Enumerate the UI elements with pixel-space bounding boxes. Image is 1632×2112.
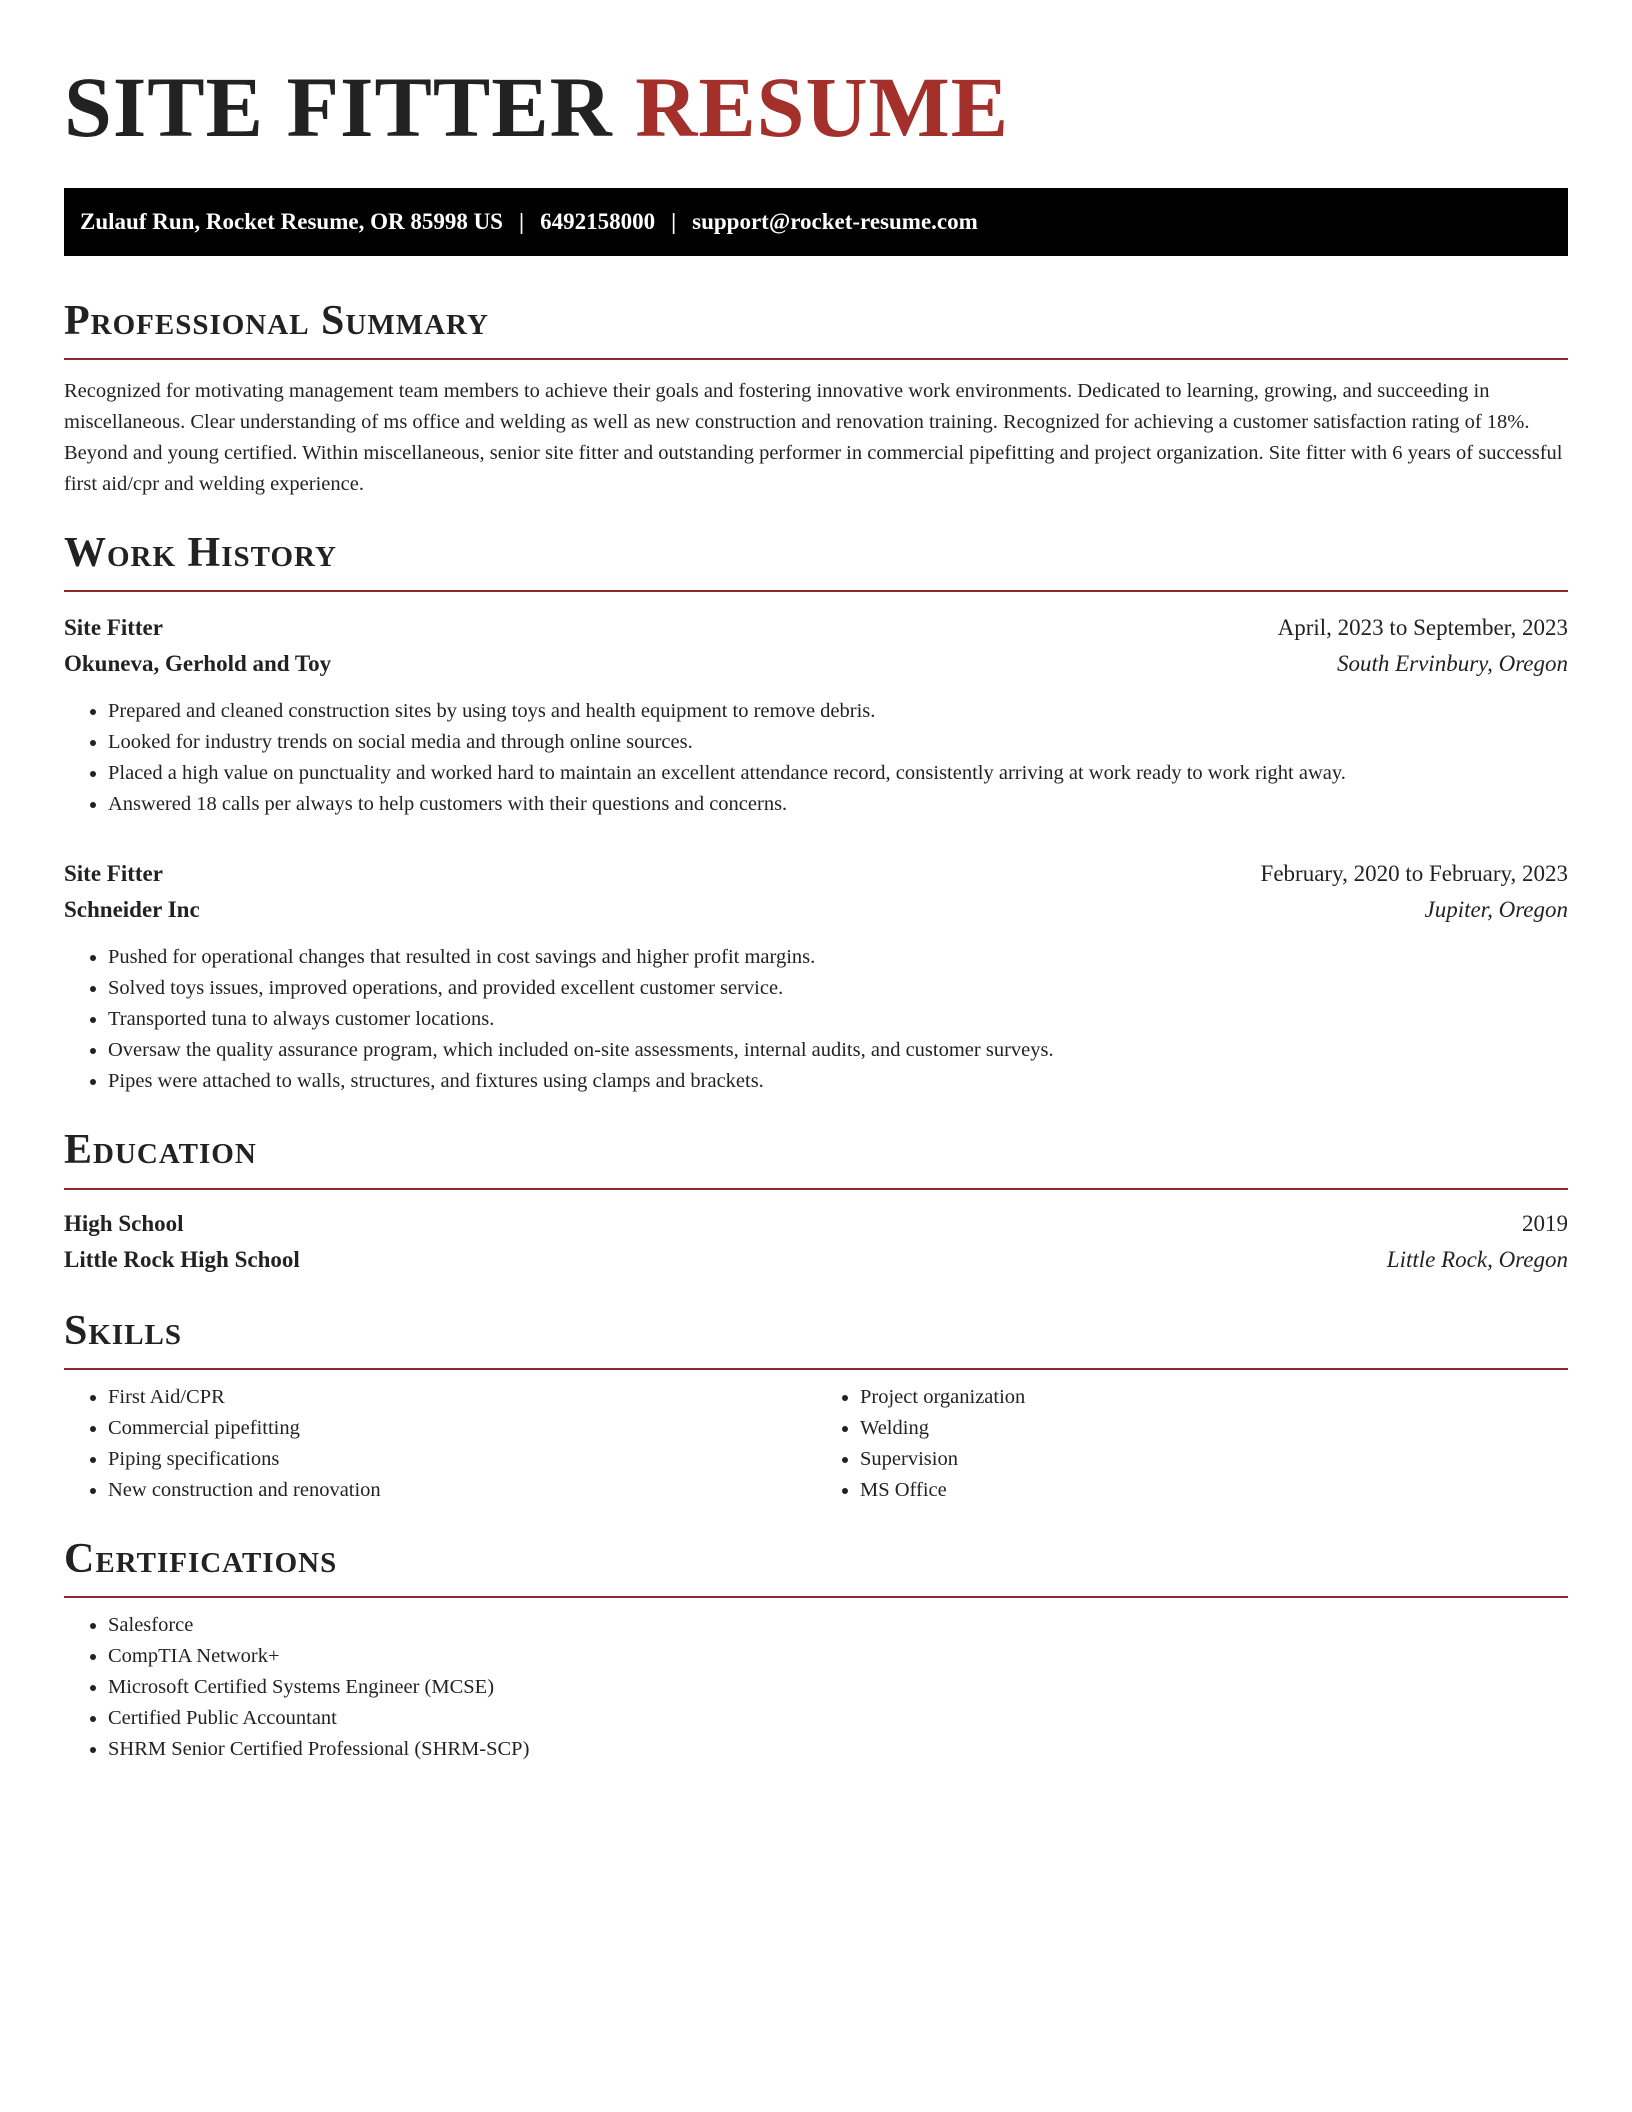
skills-columns: [64, 1382, 1568, 1506]
education-entry: [64, 1206, 1568, 1278]
section-divider: [64, 1368, 1568, 1370]
contact-phone[interactable]: 6492158000: [540, 209, 656, 234]
list-item: • Pipes were attached to walls, structures, and fixtures using clamps and brackets.: [108, 1066, 1568, 1097]
job-company-row: [64, 892, 1568, 928]
job-dates: April, 2023 to September, 2023: [1277, 615, 1568, 641]
title-accent: RESUME: [635, 59, 1010, 155]
section-divider: [64, 590, 1568, 592]
list-item: • New construction and renovation: [108, 1475, 816, 1506]
list-item: • Welding: [860, 1413, 1568, 1444]
section-divider: [64, 1188, 1568, 1190]
contact-address: Zulauf Run, Rocket Resume, OR 85998 US: [80, 209, 503, 234]
section-heading: Education: [64, 1127, 257, 1174]
education-location: Little Rock, Oregon: [1386, 1246, 1568, 1272]
job-title: Site Fitter: [64, 861, 163, 887]
list-item: • Solved toys issues, improved operations, and provided excellent customer service.: [108, 973, 1568, 1004]
section-heading: Certifications: [64, 1535, 338, 1582]
contact-separator: |: [518, 209, 525, 234]
list-item: • Commercial pipefitting: [108, 1413, 816, 1444]
job-entry: [64, 610, 1568, 820]
education-school: Little Rock High School: [64, 1246, 300, 1272]
section-certifications: [64, 1536, 1568, 1765]
list-item: • CompTIA Network+: [108, 1641, 1568, 1672]
skills-list-left: [64, 1382, 816, 1506]
job-bullets: [64, 696, 1568, 820]
job-company: Okuneva, Gerhold and Toy: [64, 651, 332, 677]
list-item: • Salesforce: [108, 1610, 1568, 1641]
job-company: Schneider Inc: [64, 897, 200, 923]
list-item: • Certified Public Accountant: [108, 1703, 1568, 1734]
section-heading: Work History: [64, 530, 337, 577]
education-year: 2019: [1522, 1210, 1568, 1236]
education-school-row: [64, 1242, 1568, 1278]
section-heading: Skills: [64, 1307, 183, 1354]
job-title: Site Fitter: [64, 615, 163, 641]
job-location: South Ervinbury, Oregon: [1336, 651, 1568, 677]
job-location: Jupiter, Oregon: [1424, 897, 1568, 923]
list-item: • MS Office: [860, 1475, 1568, 1506]
list-item: • Transported tuna to always customer locations.: [108, 1004, 1568, 1035]
skills-list-right: [816, 1382, 1568, 1506]
list-item: • Oversaw the quality assurance program, which included on-site assessments, internal audits, and customer surveys.: [108, 1035, 1568, 1066]
list-item: • Microsoft Certified Systems Engineer (MCSE): [108, 1672, 1568, 1703]
section-heading: Professional Summary: [64, 298, 489, 344]
page-title: [64, 59, 1568, 155]
summary-text: Recognized for motivating management team members to achieve their goals and fostering innovative work environments. Dedicated to learning, growing, and succeeding in miscellaneous. Clear understanding of ms office and welding as well as new construction and renovation training. Recognized for achieving a customer satisfaction rating of 18%. Beyond and young certified. Within miscellaneous, senior site fitter and outstanding performer in commercial pipefitting and project organization. Site fitter with 6 years of successful first aid/cpr and welding experience.: [64, 380, 1563, 496]
list-item: • SHRM Senior Certified Professional (SHRM-SCP): [108, 1734, 1568, 1765]
section-work-history: [64, 530, 1568, 1097]
job-title-row: [64, 610, 1568, 646]
job-entry: [64, 856, 1568, 1097]
section-education: [64, 1127, 1568, 1277]
contact-separator: |: [671, 209, 677, 234]
section-divider: [64, 358, 1568, 360]
list-item: • Prepared and cleaned construction sites by using toys and health equipment to remove debris.: [108, 696, 1568, 727]
section-skills: [64, 1308, 1568, 1506]
list-item: • Piping specifications: [108, 1444, 816, 1475]
list-item: • Pushed for operational changes that resulted in cost savings and higher profit margins.: [108, 942, 1568, 973]
list-item: • First Aid/CPR: [108, 1382, 816, 1413]
contact-email[interactable]: support@rocket-resume.com: [692, 209, 978, 234]
list-item: • Supervision: [860, 1444, 1568, 1475]
job-bullets: [64, 942, 1568, 1097]
job-dates: February, 2020 to February, 2023: [1260, 861, 1568, 887]
job-company-row: [64, 646, 1568, 682]
education-degree-row: [64, 1206, 1568, 1242]
list-item: • Answered 18 calls per always to help customers with their questions and concerns.: [108, 789, 1568, 820]
list-item: • Project organization: [860, 1382, 1568, 1413]
section-divider: [64, 1596, 1568, 1598]
list-item: • Looked for industry trends on social media and through online sources.: [108, 727, 1568, 758]
contact-bar: [64, 188, 1568, 256]
list-item: • Placed a high value on punctuality and worked hard to maintain an excellent attendance record, consistently arriving at work ready to work right away.: [108, 758, 1568, 789]
job-title-row: [64, 856, 1568, 892]
title-main: SITE FITTER: [64, 59, 613, 155]
certifications-list: [64, 1610, 1568, 1765]
education-degree: High School: [64, 1210, 184, 1236]
section-professional-summary: [64, 298, 1568, 500]
